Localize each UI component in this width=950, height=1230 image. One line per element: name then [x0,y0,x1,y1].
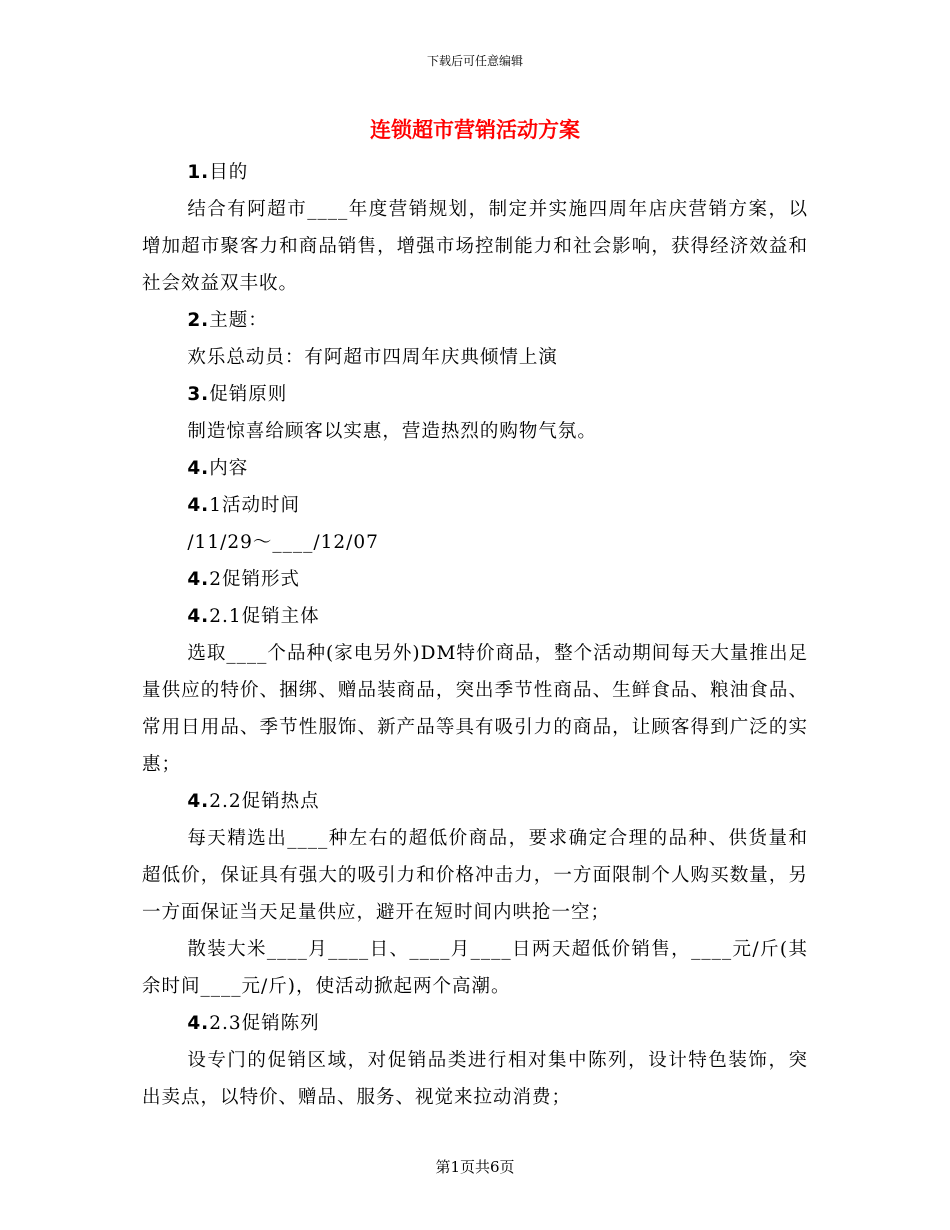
section-number: 4. [187,606,210,627]
section-heading-purpose [142,154,808,191]
section-number: 2. [187,310,210,331]
section-heading-text: 主题： [209,310,268,331]
section-heading-text: 内容 [209,458,249,479]
section-heading-principle [142,376,808,413]
section-heading-promo-display [142,1005,808,1042]
section-heading-text: 2促销形式 [209,569,300,590]
section-heading-text: 促销原则 [209,384,288,405]
paragraph-activity-time: /11/29～____/12/07 [187,532,379,553]
section-number: 4. [187,569,210,590]
paragraph-rice-sale: 散装大米____月____日、____月____日两天超低价销售，____元/斤(其余时间____元/斤)，使活动掀起两个高潮。 [142,939,808,997]
paragraph-principle: 制造惊喜给顾客以实惠，营造热烈的购物气氛。 [187,421,597,442]
section-heading-promo-form [142,561,808,598]
paragraph-theme: 欢乐总动员：有阿超市四周年庆典倾情上演 [187,347,558,368]
section-heading-text: 2.3促销陈列 [209,1013,320,1034]
header-note: 下载后可任意编辑 [426,54,523,68]
section-heading-theme [142,302,808,339]
document-body [142,154,808,1116]
section-heading-text: 2.2促销热点 [209,791,320,812]
section-heading-text: 1活动时间 [209,495,300,516]
paragraph-promo-subject: 选取____个品种(家电另外)DM特价商品，整个活动期间每天大量推出足量供应的特价、捆绑、赠品装商品，突出季节性商品、生鲜食品、粮油食品、常用日用品、季节性服饰、新产品等具有吸引力的商品，让顾客得到广泛的实惠； [142,643,808,775]
paragraph-promo-hotspot: 每天精选出____种左右的超低价商品，要求确定合理的品种、供货量和超低价，保证具有强大的吸引力和价格冲击力，一方面限制个人购买数量，另一方面保证当天足量供应，避开在短时间内哄抢一空； [142,828,808,923]
section-number: 3. [187,384,210,405]
page-footer: 第1页共6页 [435,1158,515,1176]
section-heading-content [142,450,808,487]
paragraph-purpose: 结合有阿超市____年度营销规划，制定并实施四周年店庆营销方案，以增加超市聚客力和商品销售，增强市场控制能力和社会影响，获得经济效益和社会效益双丰收。 [142,199,808,294]
section-number: 4. [187,495,210,516]
section-number: 1. [187,162,210,183]
section-heading-promo-subject [142,598,808,635]
section-number: 4. [187,791,210,812]
section-heading-activity-time [142,487,808,524]
paragraph-promo-display: 设专门的促销区域，对促销品类进行相对集中陈列，设计特色装饰，突出卖点，以特价、赠品、服务、视觉来拉动消费； [142,1050,808,1108]
section-number: 4. [187,1013,210,1034]
section-heading-text: 目的 [209,162,249,183]
section-number: 4. [187,458,210,479]
section-heading-promo-hotspot [142,783,808,820]
document-title: 连锁超市营销活动方案 [370,117,580,142]
section-heading-text: 2.1促销主体 [209,606,320,627]
